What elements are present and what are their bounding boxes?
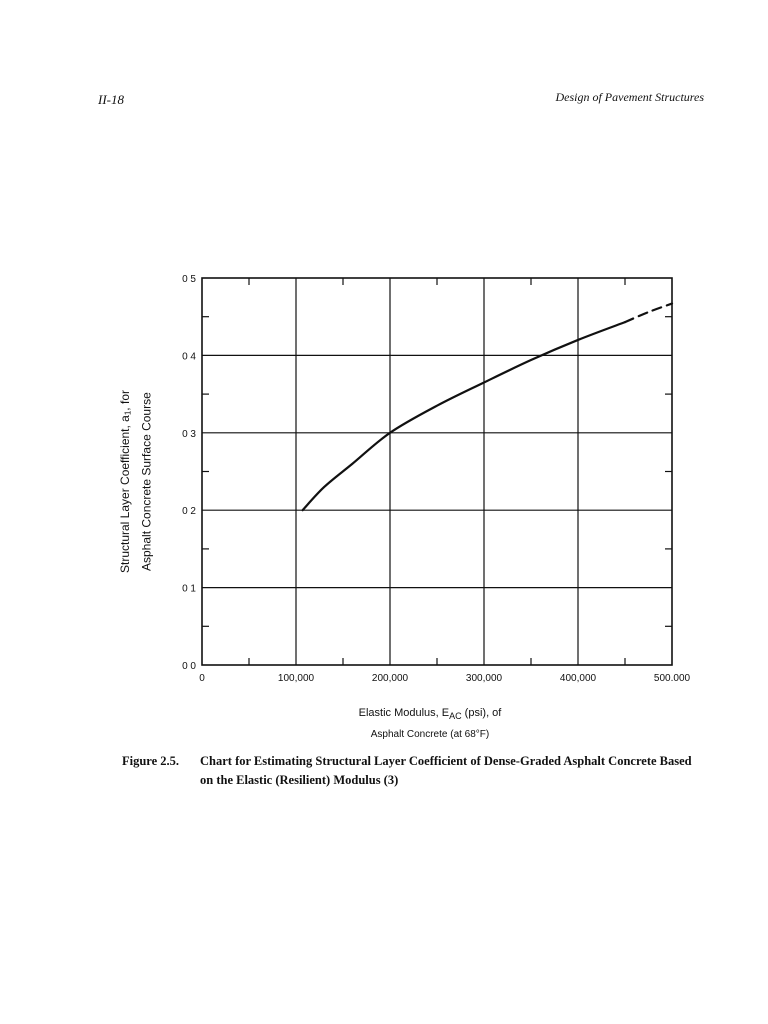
y-tick-label: 0 5 — [182, 274, 196, 285]
y-tick-label: 0 4 — [182, 351, 196, 363]
plot-frame — [202, 278, 672, 665]
x-tick-label: 0 — [199, 673, 205, 684]
page-number: II-18 — [98, 92, 124, 107]
x-axis-title-line1: Elastic Modulus, $E_{AC}$ (psi), of — [358, 707, 502, 722]
figure-caption-text: Chart for Estimating Structural Layer Coefficient of Dense-Graded Asphalt Concrete Based on the Elastic (Resilient) Modulus (3) — [200, 754, 692, 787]
x-axis-title-line2: Asphalt Concrete (at 68°F) — [370, 729, 490, 741]
y-tick-label: 0 1 — [182, 583, 196, 595]
tick-labels — [182, 274, 690, 684]
x-tick-label: 300,000 — [465, 673, 503, 684]
axis-ticks — [202, 278, 672, 665]
x-axis-title — [300, 702, 560, 743]
figure-label: Figure 2.5. — [122, 754, 180, 768]
grid — [202, 278, 672, 665]
y-tick-label: 0 2 — [182, 506, 196, 518]
x-tick-label: 400,000 — [559, 673, 597, 684]
running-title: Design of Pavement Structures — [555, 90, 704, 104]
y-axis-title — [116, 322, 160, 642]
y-axis-title-line2: Asphalt Concrete Surface Course — [139, 392, 154, 572]
y-tick-label: 0 3 — [182, 428, 196, 440]
y-axis-title-line1: Structural Layer Coefficient, $a_1$, for — [118, 390, 133, 574]
x-tick-label: 100,000 — [277, 673, 315, 684]
series — [303, 304, 672, 511]
x-tick-label: 200,000 — [371, 673, 409, 684]
y-tick-label: 0 0 — [182, 661, 196, 672]
series-line-dashed — [625, 304, 672, 323]
series-line-solid — [303, 322, 625, 510]
x-tick-label: 500.000 — [653, 673, 691, 684]
figure-caption — [122, 752, 702, 790]
